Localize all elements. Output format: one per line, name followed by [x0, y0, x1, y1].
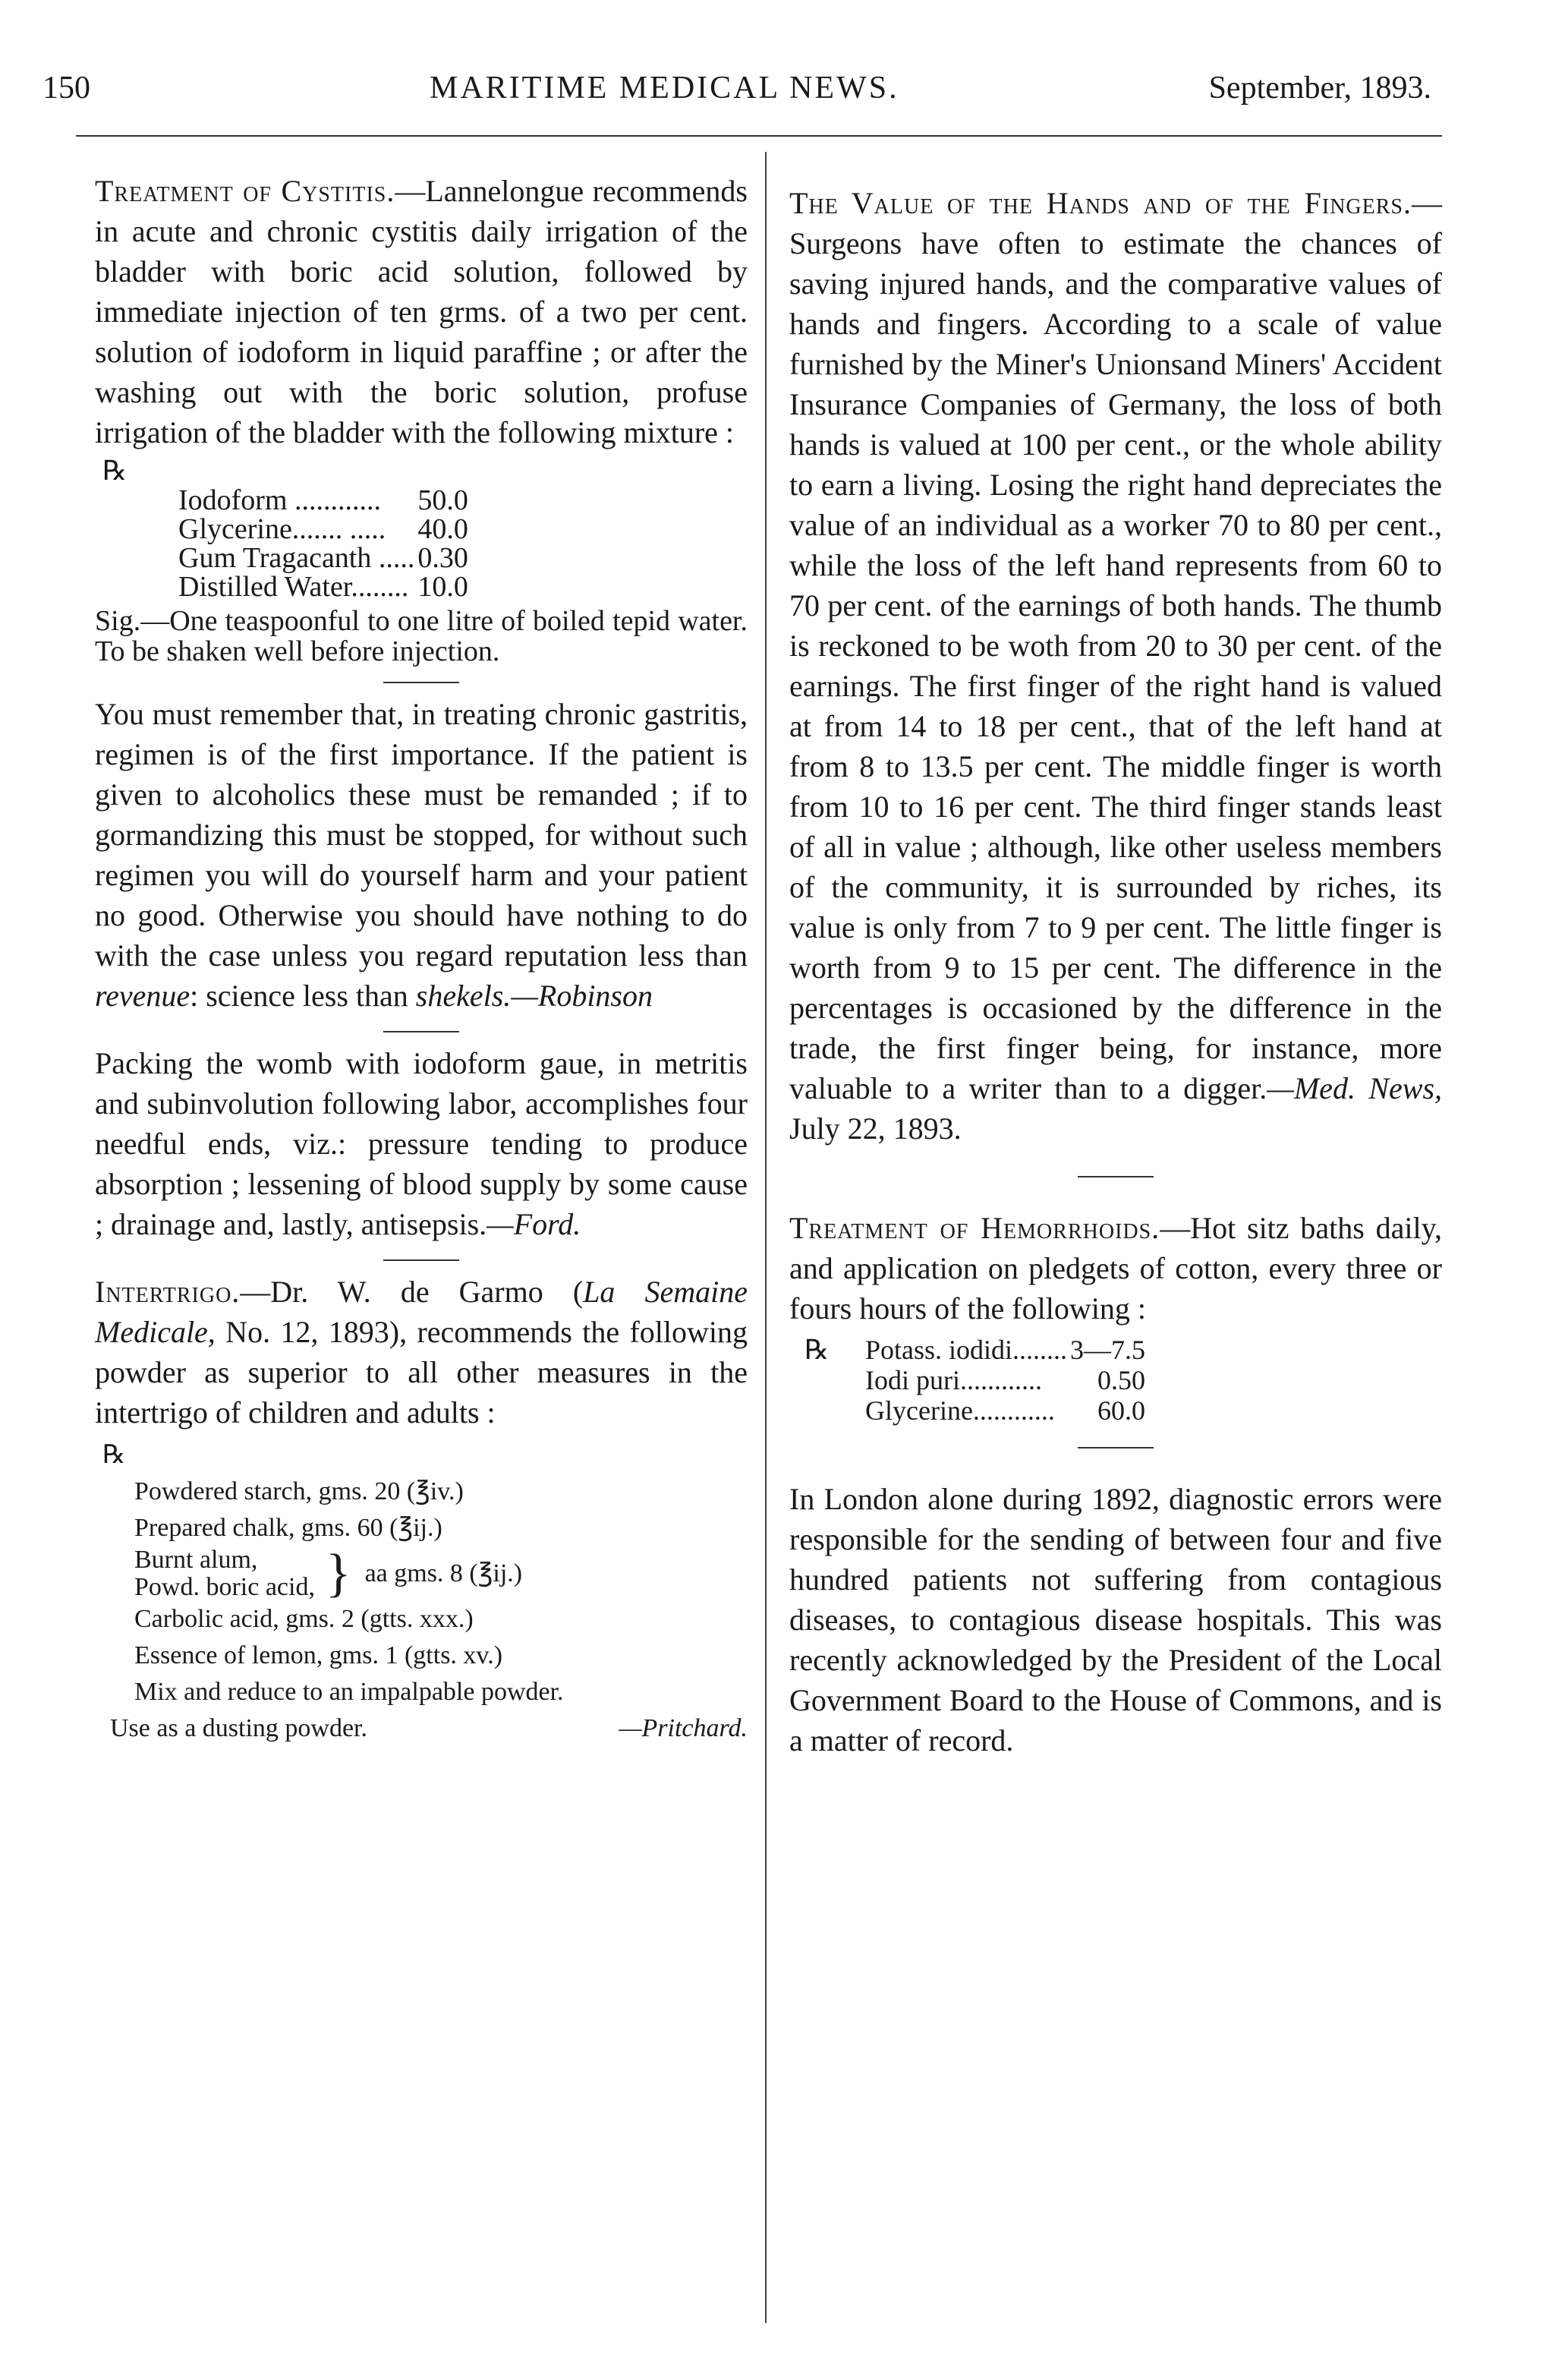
journal-title: MARITIME MEDICAL NEWS. — [430, 71, 899, 106]
intertrigo-source: —Pritchard. — [619, 1714, 748, 1742]
section-separator — [383, 1259, 459, 1261]
london-text: In London alone during 1892, diagnostic errors were responsible for the sending of between four and five hundred patients not suffering from contagious diseases, to contagious disease hospitals. This was recently acknowledged by the President of the Local Government Board to the House of Commons, and is a matter of record. — [789, 1482, 1442, 1757]
header-rule — [76, 135, 1442, 137]
powder-footer — [95, 1710, 748, 1747]
page-number: 150 — [43, 71, 90, 106]
section-separator — [1078, 1447, 1154, 1448]
ingredient-amount: 0.30 — [417, 542, 468, 574]
article-womb — [95, 1043, 748, 1244]
cystitis-title: Treatment of Cystitis. — [95, 174, 395, 208]
intertrigo-prescription — [95, 1437, 748, 1747]
womb-body: Packing the womb with iodoform gaue, in metritis and subinvolution following labor, accomplishes four needful ends, viz.: pressure tending to produce absorption ; lessening of blood supply by some cause ; drainage and, lastly, antisepsis. — [95, 1046, 748, 1241]
intertrigo-title: Intertrigo. — [95, 1275, 241, 1309]
ingredient-name: Glycerine....... ..... — [178, 513, 386, 545]
hemorrhoids-text — [789, 1208, 1442, 1329]
section-separator — [383, 1031, 459, 1032]
powder-line: Powdered starch, gms. 20 (℥iv.) — [134, 1477, 464, 1505]
ingredient-row — [865, 1395, 1145, 1426]
bracket-items — [134, 1546, 315, 1601]
gastritis-revenue: revenue — [95, 979, 190, 1013]
gastritis-middle: : science less than — [190, 979, 408, 1013]
ingredient-amount: 10.0 — [417, 571, 468, 603]
rx-symbol: ℞ — [102, 1441, 126, 1469]
column-divider — [765, 152, 767, 2323]
bracket-amount: aa gms. 8 (℥ij.) — [364, 1559, 523, 1587]
ingredient-amount: 50.0 — [417, 484, 468, 516]
ingredient-name: Gum Tragacanth ..... — [178, 542, 415, 574]
rx-symbol: ℞ — [102, 456, 128, 486]
powder-line: Mix and reduce to an impalpable powder. — [134, 1678, 564, 1706]
powder-line: Powd. boric acid, — [134, 1573, 315, 1601]
article-hemorrhoids — [789, 1208, 1442, 1426]
intertrigo-body-rest: No. 12, 1893), recommends the following powder as superior to all other measures in the intertrigo of children and adults : — [95, 1315, 748, 1430]
gastritis-body: You must remember that, in treating chronic gastritis, regimen is of the first importance. If the patient is given to alcoholics these must be remanded ; if to gormandizing this must be stopped, for without such regimen you will do yourself harm and your patient no good. Otherwise you should have nothing to do with the case unless you regard reputation less than — [95, 697, 748, 972]
ingredient-name: Iodoform ............ — [178, 484, 382, 516]
gastritis-shekels: shekels. — [415, 979, 512, 1013]
rx-symbol: ℞ — [804, 1335, 830, 1365]
hands-title: The Value of the Hands and of the Fingers. — [789, 186, 1412, 220]
ingredient-name: Glycerine............ — [865, 1395, 1055, 1426]
issue-date: September, 1893. — [1208, 71, 1431, 106]
article-london — [789, 1479, 1442, 1761]
left-column — [95, 171, 748, 1747]
womb-text — [95, 1043, 748, 1244]
ingredient-row — [178, 486, 468, 515]
article-intertrigo — [95, 1272, 748, 1747]
section-separator — [383, 682, 459, 683]
ingredient-name: Distilled Water........ — [178, 571, 409, 603]
gastritis-text — [95, 694, 748, 1016]
article-cystitis — [95, 171, 748, 667]
powder-bracket-group — [95, 1546, 748, 1601]
ingredient-amount: 3—7.5 — [1070, 1335, 1146, 1365]
hands-body: —Surgeons have often to estimate the chances of saving injured hands, and the comparative values of hands and fingers. According to a scale of value furnished by the Miner's Unionsand Miners' Accident Insurance Companies of Germany, the loss of both hands is valued at 100 per cent., or the whole ability to earn a living. Losing the right hand depreciates the value of an individual as a worker 70 to 80 per cent., while the loss of the left hand represents from 60 to 70 per cent. of the earnings of both hands. The thumb is reckoned to be woth from 20 to 30 per cent. of the earnings. The first finger of the right hand is valued at from 14 to 18 per cent., that of the left hand at from 8 to 13.5 per cent. The middle finger is worth from 10 to 16 per cent. The third finger stands least of all in value ; although, like other useless members of the community, it is surrounded by riches, its value is only from 7 to 9 per cent. The little finger is worth from 9 to 15 per cent. The difference in the percentages is occasioned by the difference in the trade, the first finger being, for instance, more valuable to a writer than to a digger. — [789, 186, 1442, 1105]
brace-glyph: } — [325, 1544, 351, 1603]
hemorrhoids-ingredients — [865, 1335, 1145, 1426]
intertrigo-body-start: —Dr. W. de Garmo ( — [240, 1275, 584, 1309]
gastritis-source: —Robinson — [511, 979, 653, 1013]
article-hands — [789, 183, 1442, 1149]
powder-line: Use as a dusting powder. — [110, 1714, 368, 1742]
ingredient-row — [178, 544, 468, 572]
hemorrhoids-prescription — [789, 1335, 1442, 1426]
cystitis-text — [95, 171, 748, 452]
ingredient-amount: 60.0 — [1097, 1395, 1146, 1426]
hands-source: —Med. News, — [1267, 1071, 1443, 1105]
ingredient-row — [178, 515, 468, 544]
powder-line: Burnt alum, — [134, 1546, 258, 1574]
ingredient-name: Iodi puri............ — [865, 1365, 1042, 1395]
ingredient-row — [865, 1365, 1145, 1395]
cystitis-sig: Sig.—One teaspoonful to one litre of boiled tepid water. To be shaken well before injection. — [95, 605, 748, 667]
powder-line: Carbolic acid, gms. 2 (gtts. xxx.) — [134, 1605, 474, 1633]
ingredient-row — [865, 1335, 1145, 1365]
hemorrhoids-body: —Hot sitz baths daily, and application on pledgets of cotton, every three or fours hours of the following : — [789, 1211, 1442, 1326]
ingredient-name: Potass. iodidi........ — [865, 1335, 1068, 1365]
right-column — [789, 171, 1442, 1761]
ingredient-row — [178, 572, 468, 601]
hemorrhoids-title: Treatment of Hemorrhoids. — [789, 1211, 1160, 1245]
hands-text — [789, 183, 1442, 1149]
ingredient-amount: 0.50 — [1097, 1365, 1146, 1395]
powder-line: Prepared chalk, gms. 60 (℥ij.) — [134, 1514, 442, 1542]
cystitis-ingredients — [178, 486, 468, 601]
intertrigo-journal: La Semaine Medicale, — [95, 1275, 748, 1349]
cystitis-body: —Lannelongue recommends in acute and chronic cystitis daily irrigation of the bladder with boric acid solution, followed by immediate injection of ten grms. of a two per cent. solution of iodoform in liquid paraffine ; or after the washing out with the boric solution, profuse irrigation of the bladder with the following mixture : — [95, 174, 748, 449]
prescription-row — [789, 1335, 1442, 1426]
womb-source: —Ford. — [486, 1207, 581, 1241]
section-separator — [1078, 1176, 1154, 1177]
page-header — [43, 70, 1431, 115]
hands-source-date: July 22, 1893. — [789, 1111, 962, 1146]
article-gastritis — [95, 694, 748, 1016]
ingredient-amount: 40.0 — [417, 513, 468, 545]
cystitis-prescription — [95, 456, 748, 601]
intertrigo-text — [95, 1272, 748, 1433]
powder-line: Essence of lemon, gms. 1 (gtts. xv.) — [134, 1641, 503, 1669]
